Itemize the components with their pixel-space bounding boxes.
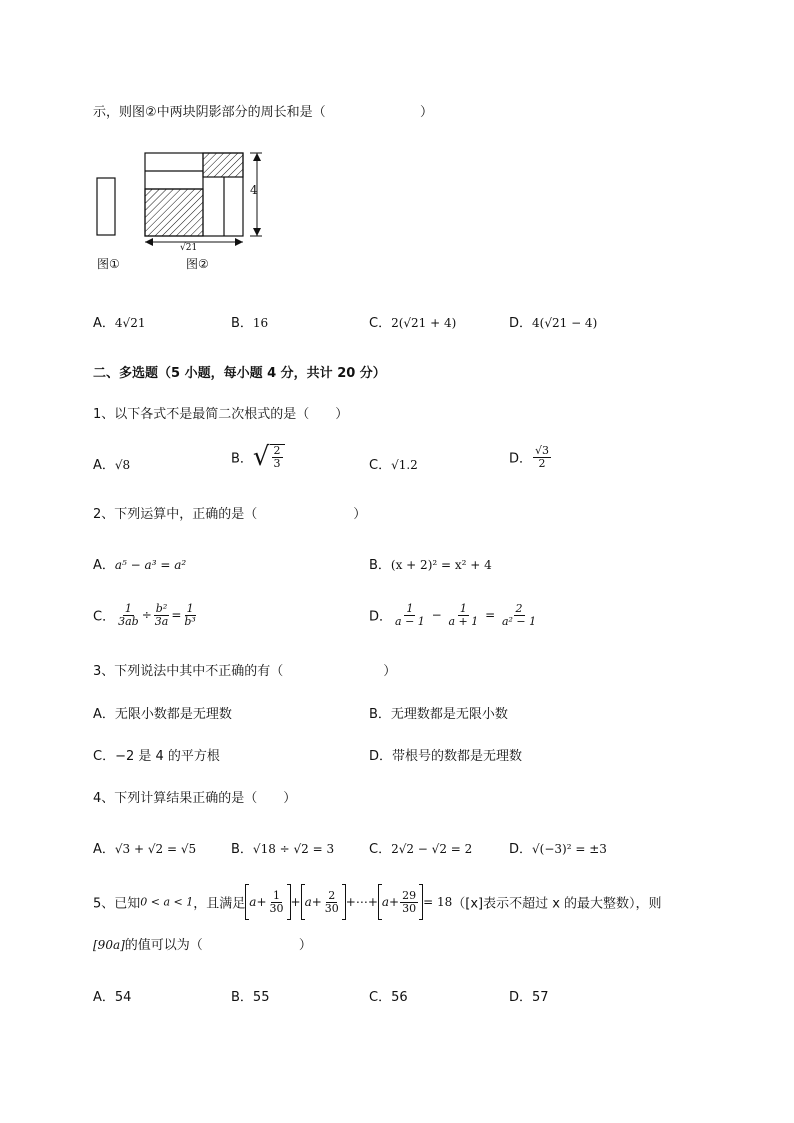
- q1-option-c[interactable]: C．√1.2: [369, 458, 418, 473]
- q3-option-d[interactable]: D．带根号的数都是无理数: [369, 749, 523, 764]
- q5-option-b[interactable]: B．55: [231, 990, 270, 1005]
- q1-option-a[interactable]: A．√8: [93, 458, 131, 473]
- q0-option-a[interactable]: A．4√21: [93, 316, 146, 331]
- q4-option-d[interactable]: D．√(−3)² = ±3: [509, 842, 607, 857]
- q1-stem: 1、以下各式不是最简二次根式的是（ ）: [93, 407, 349, 422]
- figure2-label: 图②: [186, 257, 209, 271]
- figure1-rect: [97, 178, 115, 235]
- q5-option-d[interactable]: D．57: [509, 990, 549, 1005]
- figure1-label: 图①: [97, 257, 120, 271]
- q2-stem: 2、下列运算中，正确的是（ ）: [93, 507, 367, 522]
- q0-option-d[interactable]: D．4(√21 − 4): [509, 316, 598, 331]
- q3-option-c[interactable]: C．−2 是 4 的平方根: [93, 749, 220, 764]
- width-label: √21: [180, 243, 198, 253]
- shaded-region-right: [203, 153, 243, 177]
- q1-option-b[interactable]: B． √ $\frac{2}{3}$: [231, 444, 285, 470]
- q4-stem: 4、下列计算结果正确的是（ ）: [93, 791, 297, 806]
- q2-option-a[interactable]: A．a⁵ − a³ = a²: [93, 558, 187, 573]
- intro-close: ）: [419, 105, 433, 120]
- q2-option-b[interactable]: B．(x + 2)² = x² + 4: [369, 558, 492, 573]
- q4-option-a[interactable]: A．√3 + √2 = √5: [93, 842, 197, 857]
- q3-option-a[interactable]: A．无限小数都是无理数: [93, 707, 232, 722]
- q0-option-c[interactable]: C．2(√21 + 4): [369, 316, 457, 331]
- q5-option-c[interactable]: C．56: [369, 990, 408, 1005]
- q4-option-b[interactable]: B．√18 ÷ √2 = 3: [231, 842, 335, 857]
- q3-option-b[interactable]: B．无理数都是无限小数: [369, 707, 508, 722]
- intro-text: 示，则图②中两块阴影部分的周长和是（: [93, 105, 326, 120]
- q5-stem-line2: [90a]的值可以为（ ）: [93, 938, 312, 953]
- section-title: 二、多选题（5 小题，每小题 4 分，共计 20 分）: [93, 366, 386, 381]
- q2-option-d[interactable]: D． $\frac{1}{a - 1}$ − $\frac{1}{a + 1}$ = $\frac{2}{\text{a² − 1}}$: [369, 602, 537, 628]
- q4-option-c[interactable]: C．2√2 − √2 = 2: [369, 842, 473, 857]
- shaded-region-left: [145, 189, 203, 236]
- height-label: 4: [250, 183, 258, 197]
- q2-option-c[interactable]: C． $\frac{1}{3ab}$ ÷ $\frac{\text{b²}}{3a}$ = $\frac{1}{\text{b³}}$: [93, 602, 196, 628]
- q0-option-b[interactable]: B．16: [231, 316, 269, 331]
- intro-line: [93, 101, 433, 120]
- q5-option-a[interactable]: A．54: [93, 990, 132, 1005]
- q5-stem: 5、已知0 < a < 1，且满足 a+ $\frac{1}{30}$ + a+ $\frac{2}{30}$ +⋯+ a+ $\frac{29}{30}$ = 18（[x]表示不超过 x 的最大整数），则: [93, 884, 662, 920]
- q3-stem: 3、下列说法中其中不正确的有（ ）: [93, 664, 397, 679]
- q1-option-d[interactable]: D． $\frac{√3}{2}$: [509, 444, 550, 470]
